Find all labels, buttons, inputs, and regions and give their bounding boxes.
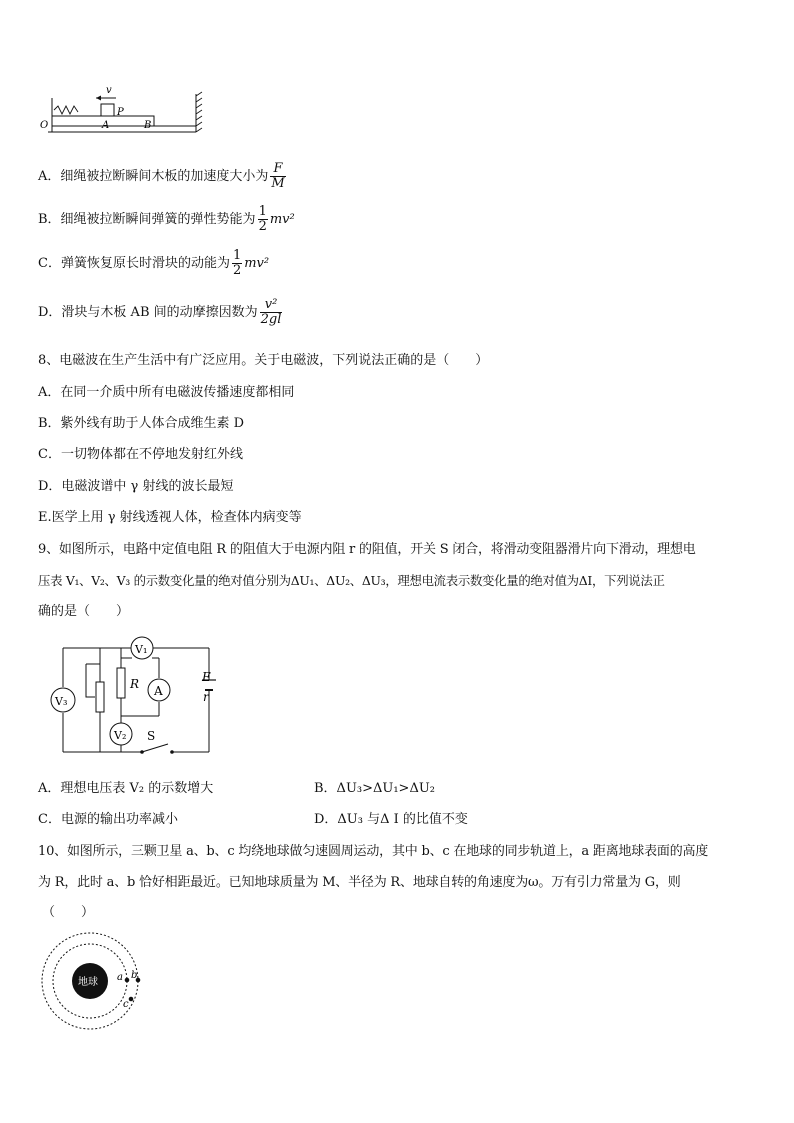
frac-den: 2 <box>232 263 242 278</box>
q8-option-b: B．紫外线有助于人体合成维生素 D <box>38 416 245 431</box>
frac-den: M <box>271 176 285 191</box>
q9-option-d: D．ΔU₃ 与Δ I 的比值不变 <box>314 812 468 827</box>
q10-stem-line3: （ ） <box>42 905 95 920</box>
ammeter-label: A <box>154 684 163 698</box>
q9-stem-line1: 9、如图所示，电路中定值电阻 R 的阻值大于电源内阻 r 的阻值，开关 S 闭合，将滑动变阻器滑片向下滑动，理想电 <box>38 542 696 557</box>
q9-stem-line3: 确的是（ ） <box>38 604 130 619</box>
slider-label: P <box>117 107 124 118</box>
q7-option-a <box>38 162 288 191</box>
q7-option-c <box>38 249 269 278</box>
satellite-c-icon <box>129 997 134 1002</box>
q7-option-c-tail: mv² <box>244 256 270 271</box>
q10-stem-line2: 为 R，此时 a、b 恰好相距最近。已知地球质量为 M、半径为 R、地球自转的角速度为ω。万有引力常量为 G，则 <box>38 875 681 890</box>
switch-label: S <box>147 729 156 743</box>
satellite-c-label: c <box>123 999 129 1010</box>
q7-option-b <box>38 205 295 234</box>
q7-option-b-text: B．细绳被拉断瞬间弹簧的弹性势能为 <box>38 212 256 227</box>
q7-option-b-tail: mv² <box>269 212 295 227</box>
voltmeter-v2-label: V₂ <box>114 729 127 742</box>
emf-label: E <box>202 670 211 684</box>
fraction-half <box>258 205 268 234</box>
q8-stem: 8、电磁波在生产生活中有广泛应用。关于电磁波，下列说法正确的是（ ） <box>38 353 489 368</box>
frac-num: v² <box>260 298 283 313</box>
voltmeter-v3-label: V₃ <box>55 695 68 708</box>
q8-option-a: A．在同一介质中所有电磁波传播速度都相同 <box>38 385 295 400</box>
point-a-label: A <box>102 120 110 131</box>
q8-option-c: C．一切物体都在不停地发射红外线 <box>38 447 243 462</box>
q8-option-e: E.医学上用 γ 射线透视人体，检查体内病变等 <box>38 510 302 525</box>
q9-option-a: A．理想电压表 V₂ 的示数增大 <box>38 781 214 796</box>
q7-option-a-text: A．细绳被拉断瞬间木板的加速度大小为 <box>38 169 269 184</box>
satellite-a-icon <box>125 978 130 983</box>
q7-option-c-text: C．弹簧恢复原长时滑块的动能为 <box>38 256 230 271</box>
q8-option-d: D．电磁波谱中 γ 射线的波长最短 <box>38 479 234 494</box>
satellite-b-label: b <box>131 970 138 981</box>
point-b-label: B <box>144 120 152 131</box>
velocity-label: v <box>106 85 112 96</box>
frac-den: 2gl <box>260 312 282 327</box>
frac-num: F <box>270 162 285 177</box>
q7-option-d <box>38 298 284 327</box>
orbit-figure <box>38 930 148 1034</box>
circuit-figure <box>48 636 223 758</box>
earth-label: 地球 <box>78 977 98 988</box>
fraction-half <box>232 249 242 278</box>
q9-option-b: B．ΔU₃>ΔU₁>ΔU₂ <box>314 781 436 796</box>
satellite-a-label: a <box>117 972 123 983</box>
frac-num: 1 <box>258 204 267 219</box>
fraction-f-over-m <box>270 162 285 191</box>
spring-board-figure <box>38 82 208 134</box>
q7-option-d-text: D．滑块与木板 AB 间的动摩擦因数为 <box>38 305 258 320</box>
internal-r-label: r <box>203 690 209 704</box>
frac-num: 1 <box>232 248 242 263</box>
resistor-r-label: R <box>130 677 140 691</box>
fraction-v2-over-2gl <box>260 298 283 327</box>
q9-stem-line2: 压表 V₁、V₂、V₃ 的示数变化量的绝对值分别为ΔU₁、ΔU₂、ΔU₃，理想电流表示数变化量的绝对值为ΔI，下列说法正 <box>38 573 665 588</box>
q10-stem-line1: 10、如图所示，三颗卫星 a、b、c 均绕地球做匀速圆周运动，其中 b、c 在地球的同步轨道上，a 距离地球表面的高度 <box>38 844 709 859</box>
q9-option-c: C．电源的输出功率减小 <box>38 812 178 827</box>
frac-den: 2 <box>258 219 267 234</box>
origin-label: O <box>40 120 49 131</box>
voltmeter-v1-label: V₁ <box>135 643 148 656</box>
